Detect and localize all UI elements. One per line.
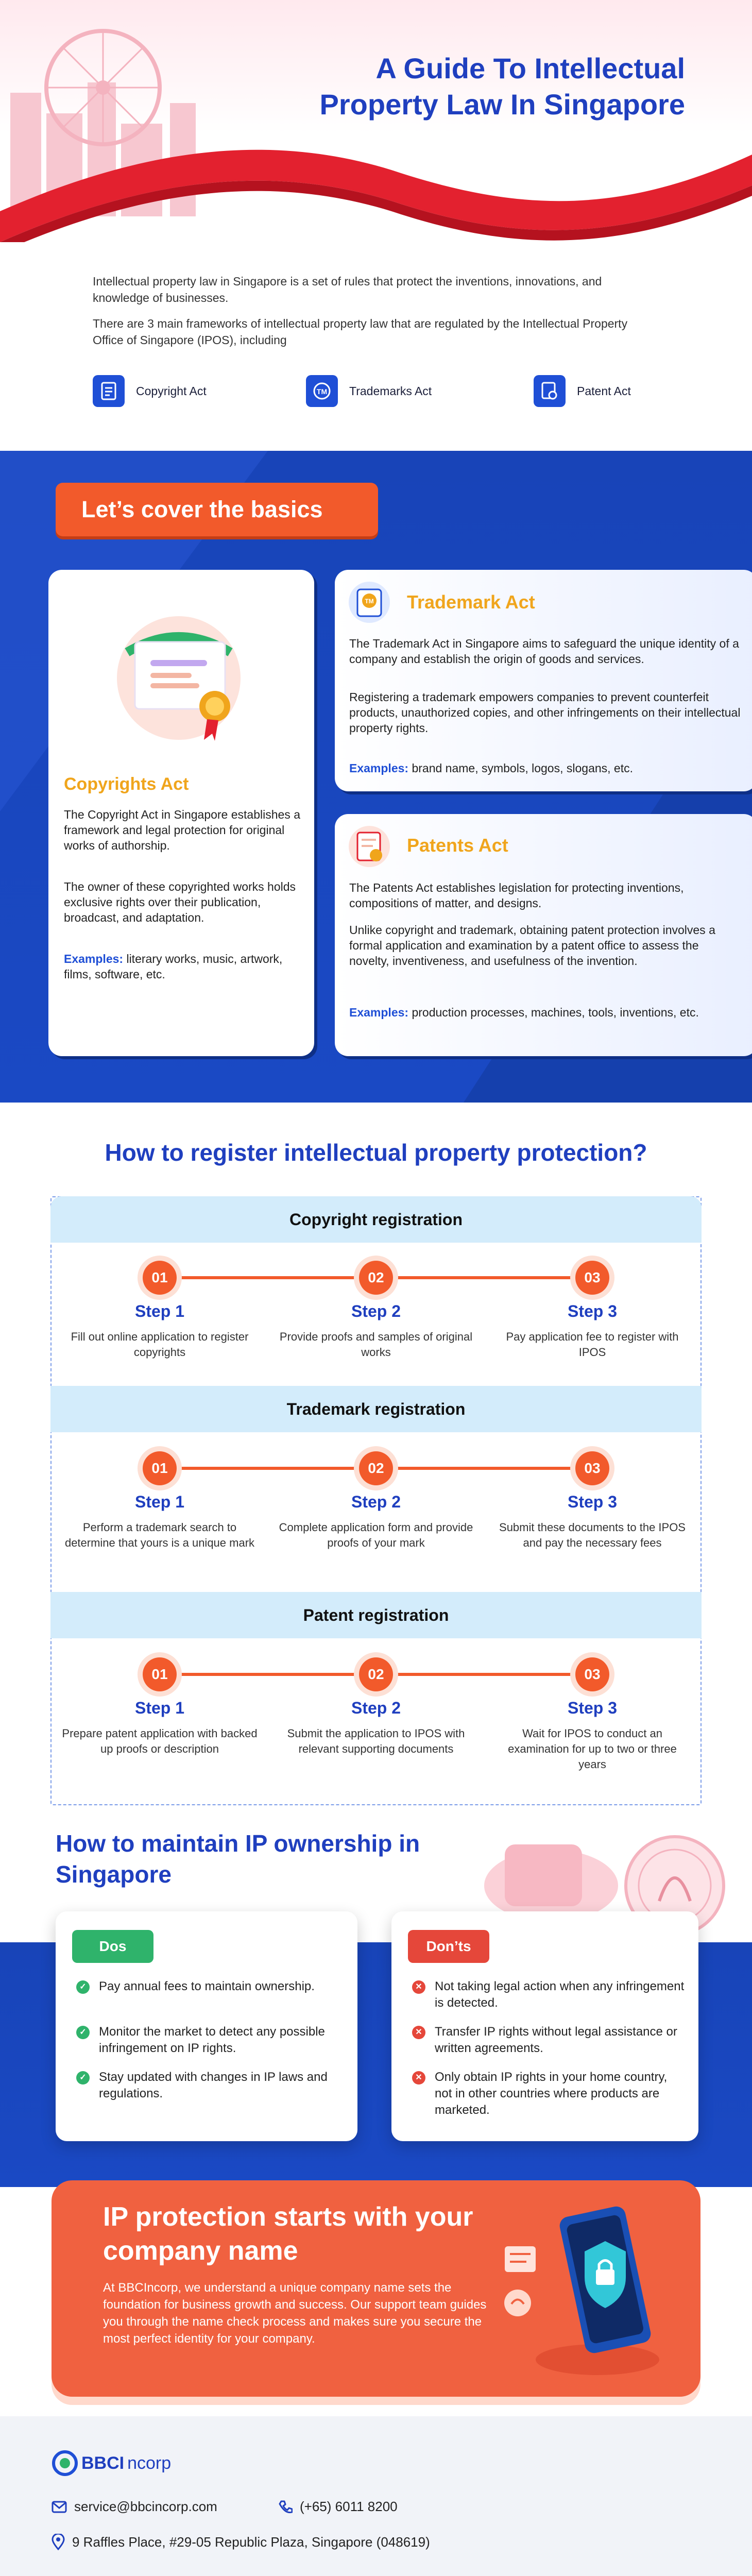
svg-text:TM: TM [316, 387, 328, 396]
cta-title [103, 2200, 494, 2268]
examples-label: Examples: [64, 952, 124, 965]
donts-item-text: Not taking legal action when any infringement is detected. [435, 1979, 685, 2010]
footer-address [52, 2534, 430, 2550]
patent-description-1: The Patents Act establishes legislation for protecting inventions, compositions of matter, and designs. [349, 881, 684, 910]
step-description: Submit the application to IPOS with relevant supporting documents [287, 1727, 465, 1755]
step-number: 03 [575, 1261, 609, 1295]
trademark-card [335, 570, 752, 791]
document-icon [93, 375, 125, 407]
maintain-title-line-2: Singapore [56, 1861, 172, 1888]
footer-phone[interactable] [278, 2499, 398, 2515]
title-line-1: A Guide To Intellectual [375, 52, 685, 84]
cross-icon: ✕ [412, 1980, 425, 1994]
donts-item [412, 2024, 685, 2057]
dos-card [56, 1911, 357, 2141]
dos-item-text: Stay updated with changes in IP laws and regulations. [99, 2070, 328, 2100]
cross-icon: ✕ [412, 2071, 425, 2084]
patent-title: Patents Act [407, 835, 508, 856]
check-icon: ✓ [76, 1980, 90, 1994]
cta-title-line-2: company name [103, 2236, 298, 2266]
donts-item [412, 1978, 685, 2011]
patent-registration-heading: Patent registration [50, 1592, 702, 1638]
donts-item-text: Transfer IP rights without legal assistance or written agreements. [435, 2025, 677, 2055]
step-number: 03 [575, 1657, 609, 1691]
trademark-examples [349, 760, 741, 776]
intro-paragraph-1: Intellectual property law in Singapore is a set of rules that protect the inventions, innovations, and knowledge of businesses. [93, 275, 602, 304]
trademark-title: Trademark Act [407, 591, 535, 613]
trademark-badge-icon [347, 580, 391, 624]
donts-card [391, 1911, 698, 2141]
step-label: Step 1 [134, 1302, 185, 1320]
email-text: service@bbcincorp.com [74, 2499, 217, 2514]
mail-icon [52, 2501, 67, 2513]
trademark-description-1: The Trademark Act in Singapore aims to safeguard the unique identity of a company and establish the origin of goods and services. [349, 637, 739, 666]
patent-icon [534, 375, 566, 407]
step-description: Wait for IPOS to conduct an examination for up to two or three years [508, 1727, 677, 1771]
step-number: 02 [359, 1451, 393, 1485]
patent-badge-icon [347, 824, 391, 869]
patent-card [335, 814, 752, 1056]
footer-email[interactable] [52, 2499, 217, 2515]
donts-item-text: Only obtain IP rights in your home country, not in other countries where products are marketed. [435, 2070, 668, 2117]
bbcincorp-logo-icon [52, 2450, 78, 2477]
examples-text: production processes, machines, tools, inventions, etc. [408, 1006, 699, 1019]
dos-item [76, 2069, 344, 2102]
examples-label: Examples: [349, 1006, 409, 1019]
step-description: Perform a trademark search to determine that yours is a unique mark [64, 1521, 255, 1549]
step-number: 01 [143, 1261, 177, 1295]
dos-item [76, 1978, 344, 1995]
step-description: Fill out online application to register copyrights [71, 1330, 249, 1359]
donts-item [412, 2069, 685, 2119]
dos-item-text: Pay annual fees to maintain ownership. [99, 1979, 315, 1993]
step-description: Complete application form and provide proofs of your mark [279, 1521, 473, 1549]
step-label: Step 1 [134, 1493, 185, 1511]
step-label: Step 2 [351, 1493, 401, 1511]
copyright-description-1: The Copyright Act in Singapore establishes a framework and legal protection for original works of authorship. [64, 808, 300, 852]
cross-icon: ✕ [412, 2026, 425, 2039]
examples-text: literary works, music, artwork, films, software, etc. [64, 952, 283, 981]
footer [0, 2416, 752, 2576]
step-label: Step 1 [134, 1699, 185, 1717]
page-title [221, 50, 685, 123]
dos-item-text: Monitor the market to detect any possible infringement on IP rights. [99, 2025, 325, 2055]
step-description: Pay application fee to register with IPOS [506, 1330, 679, 1359]
copyright-title: Copyrights Act [64, 774, 189, 794]
step-description: Prepare patent application with backed up proofs or description [62, 1727, 258, 1755]
framework-label: Patent Act [577, 384, 631, 398]
disclaimer [52, 2573, 700, 2576]
donts-badge: Don’ts [408, 1930, 489, 1963]
location-pin-icon [52, 2534, 65, 2550]
certificate-icon [109, 611, 253, 745]
dos-item [76, 2024, 344, 2057]
brand-bold: BBCI [81, 2453, 125, 2473]
step-label: Step 3 [567, 1699, 618, 1717]
title-line-2: Property Law In Singapore [319, 88, 685, 121]
trademark-registration-heading: Trademark registration [50, 1386, 702, 1432]
svg-text:TM: TM [365, 598, 374, 605]
phone-lock-icon [494, 2190, 690, 2385]
check-icon: ✓ [76, 2071, 90, 2084]
basics-heading-button: Let’s cover the basics [56, 483, 378, 536]
framework-trademark [306, 375, 432, 407]
framework-label: Copyright Act [136, 384, 207, 398]
step-label: Step 2 [351, 1699, 401, 1717]
cta-title-line-1: IP protection starts with your [103, 2202, 473, 2232]
framework-copyright [93, 375, 207, 407]
examples-text: brand name, symbols, logos, slogans, etc. [408, 761, 634, 775]
step-label: Step 3 [567, 1302, 618, 1320]
step-label: Step 3 [567, 1493, 618, 1511]
step-number: 01 [143, 1451, 177, 1485]
address-text: 9 Raffles Place, #29-05 Republic Plaza, Singapore (048619) [72, 2534, 430, 2550]
copyright-registration-heading: Copyright registration [50, 1196, 702, 1243]
copyright-examples [64, 951, 301, 982]
step-number: 03 [575, 1451, 609, 1485]
cta-body: At BBCIncorp, we understand a unique company name sets the foundation for business growth and success. Our support team guides you through the name check process and makes sure you secure the most perfect identity for your company. [103, 2281, 487, 2346]
phone-text: (+65) 6011 8200 [300, 2499, 398, 2514]
intro-paragraph-2: There are 3 main frameworks of intellectual property law that are regulated by the Intellectual Property Office of Singapore (IPOS), including [93, 317, 628, 347]
trademark-icon [306, 375, 338, 407]
patent-description-2: Unlike copyright and trademark, obtaining patent protection involves a formal application and examination by a patent office to assess the novelty, inventiveness, and usefulness of the invention. [349, 923, 715, 968]
patent-examples [349, 1005, 741, 1020]
copyright-card [48, 570, 314, 1056]
step-number: 02 [359, 1657, 393, 1691]
step-label: Step 2 [351, 1302, 401, 1320]
copyright-description-2: The owner of these copyrighted works holds exclusive rights over their publication, broadcast, and adaptation. [64, 880, 296, 924]
step-description: Submit these documents to the IPOS and pay the necessary fees [499, 1521, 686, 1549]
step-number: 02 [359, 1261, 393, 1295]
brand-logo [52, 2450, 171, 2477]
trademark-description-2: Registering a trademark empowers companies to prevent counterfeit products, unauthorized copies, and other infringements on their intellectual property rights. [349, 690, 741, 735]
step-description: Provide proofs and samples of original works [279, 1330, 473, 1359]
register-title: How to register intellectual property protection? [105, 1139, 647, 1166]
check-icon: ✓ [76, 2026, 90, 2039]
framework-patent [534, 375, 631, 407]
maintain-title [56, 1828, 478, 1890]
brand-rest: ncorp [127, 2453, 172, 2473]
phone-icon [278, 2500, 293, 2514]
examples-label: Examples: [349, 761, 409, 775]
dos-badge: Dos [72, 1930, 153, 1963]
framework-label: Trademarks Act [349, 384, 432, 398]
step-number: 01 [143, 1657, 177, 1691]
maintain-title-line-1: How to maintain IP ownership in [56, 1830, 420, 1857]
